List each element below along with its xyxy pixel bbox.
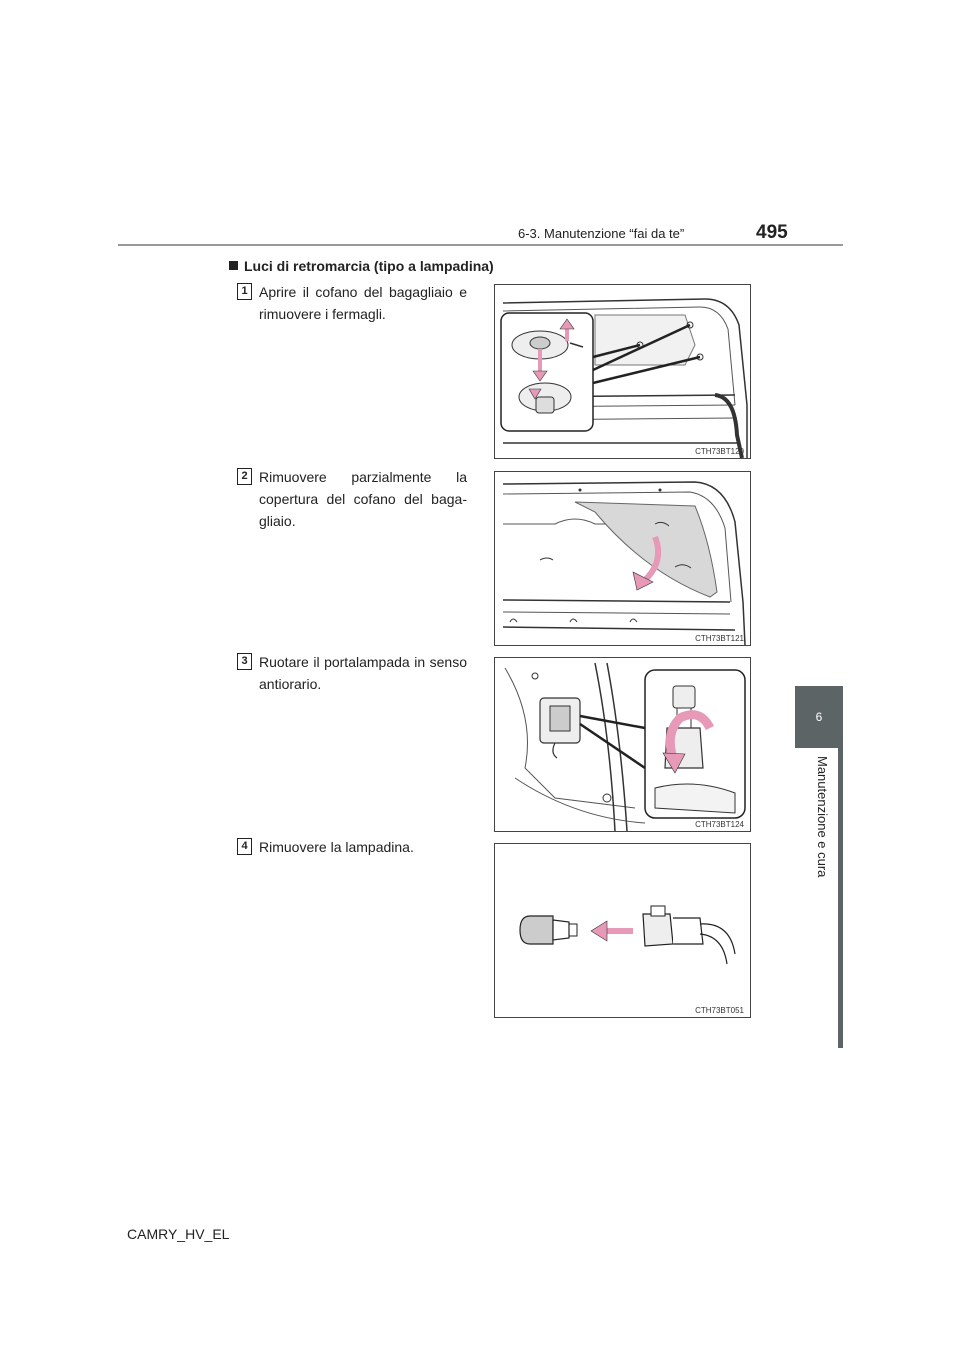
figure-rotate-bulb-holder bbox=[494, 657, 751, 832]
chapter-tab-bar bbox=[838, 748, 843, 1048]
trunk-clips-illustration bbox=[495, 285, 750, 458]
step-number-1: 1 bbox=[237, 283, 252, 300]
header-divider bbox=[118, 244, 843, 246]
figure-trunk-cover bbox=[494, 471, 751, 646]
step-number-4: 4 bbox=[237, 838, 252, 855]
trunk-cover-illustration bbox=[495, 472, 750, 645]
figure-code: CTH73BT124 bbox=[695, 820, 744, 829]
figure-code: CTH73BT120 bbox=[695, 447, 744, 456]
figure-code: CTH73BT121 bbox=[695, 634, 744, 643]
chapter-label: Manutenzione e cura bbox=[815, 756, 830, 878]
step-number-3: 3 bbox=[237, 653, 252, 670]
figure-trunk-clips bbox=[494, 284, 751, 459]
section-title-text: Luci di retromarcia (tipo a lampadina) bbox=[244, 258, 494, 274]
bulb-holder-illustration bbox=[495, 658, 750, 831]
header-section-title: 6-3. Manutenzione “fai da te” bbox=[518, 226, 685, 241]
section-title bbox=[229, 258, 494, 274]
square-bullet-icon bbox=[229, 261, 238, 270]
step-text-4: Rimuovere la lampadina. bbox=[259, 839, 414, 855]
figure-remove-bulb bbox=[494, 843, 751, 1018]
step-number-2: 2 bbox=[237, 468, 252, 485]
chapter-tab: 6 bbox=[795, 686, 843, 748]
figure-code: CTH73BT051 bbox=[695, 1006, 744, 1015]
footer-model-code: CAMRY_HV_EL bbox=[127, 1226, 230, 1242]
step-text-2: Rimuovere parzialmente la copertura del cofano del baga-gliaio. bbox=[259, 469, 467, 529]
step-text-3: Ruotare il portalampada in senso antiorario. bbox=[259, 654, 467, 692]
remove-bulb-illustration bbox=[495, 844, 750, 1017]
page-number: 495 bbox=[756, 222, 788, 243]
step-text-1: Aprire il cofano del bagagliaio e rimuovere i fermagli. bbox=[259, 284, 467, 322]
